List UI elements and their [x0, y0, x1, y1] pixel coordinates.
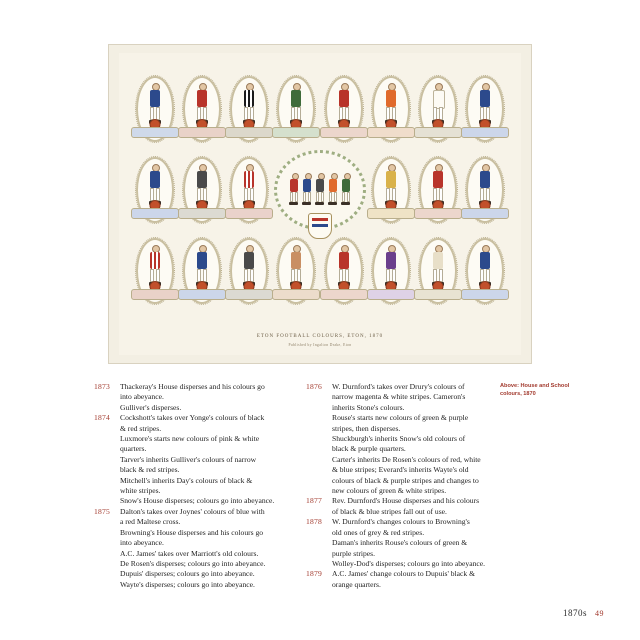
entry-line: Dupuis' disperses; colours go into abeyance. — [120, 569, 255, 579]
figure-cell — [415, 69, 462, 150]
entry-line: W. Durnford's changes colours to Browning's — [332, 517, 470, 527]
entry-line: Thackeray's House disperses and his colours go — [120, 382, 265, 391]
entry-year: 1874 — [94, 413, 110, 423]
figure-cell — [367, 230, 414, 311]
oval-frame — [466, 238, 504, 304]
entry-line: Carter's inherits De Rosen's colours of red, white — [332, 454, 481, 464]
oval-frame — [136, 238, 174, 304]
oval-frame — [325, 76, 363, 142]
entry-line: white stripes. — [120, 486, 161, 496]
entry-year: 1877 — [306, 496, 322, 506]
entry-line: into abeyance. — [120, 392, 164, 402]
oval-frame — [183, 157, 221, 223]
oval-frame — [325, 238, 363, 304]
figure-cell — [226, 230, 273, 311]
oval-frame — [372, 238, 410, 304]
oval-frame — [372, 76, 410, 142]
figure-cell — [131, 230, 178, 311]
figure-cell — [415, 150, 462, 231]
entry-line: a red Maltese cross. — [120, 517, 181, 527]
figure-cell — [226, 150, 273, 231]
oval-frame — [419, 157, 457, 223]
figure-cell — [131, 150, 178, 231]
column-right — [306, 382, 498, 590]
entry-line: Browning's House disperses and his colours go — [120, 527, 264, 537]
margin-caption: Above: House and School colours, 1870 — [500, 383, 570, 397]
figure-cell — [320, 230, 367, 311]
figure-cell — [273, 69, 320, 150]
oval-frame — [136, 76, 174, 142]
oval-frame — [466, 76, 504, 142]
page-footer — [563, 608, 604, 618]
oval-frame — [419, 76, 457, 142]
oval-frame — [136, 157, 174, 223]
entry-line: Wolley-Dod's disperses; colours go into abeyance. — [332, 558, 486, 568]
figure-cell — [415, 230, 462, 311]
figure-cell — [320, 69, 367, 150]
entry-line: A.C. James' change colours to Dupuis' black & — [332, 569, 475, 579]
entry-line: & red stripes. — [120, 423, 162, 433]
figure-cell — [273, 230, 320, 311]
oval-frame — [183, 76, 221, 142]
oval-frame — [183, 238, 221, 304]
chronology-entry — [306, 517, 498, 569]
entry-line: inherits Stone's colours. — [332, 402, 405, 412]
figure-cell — [131, 69, 178, 150]
entry-line: Rouse's starts new colours of green & purple — [332, 413, 469, 423]
chronology-entry — [306, 382, 498, 496]
oval-frame — [372, 157, 410, 223]
entry-line: Gulliver's disperses. — [120, 402, 182, 412]
chronology-entry — [306, 496, 498, 517]
entry-year: 1876 — [306, 382, 322, 391]
footer-section: 1870s — [562, 608, 587, 618]
entry-year: 1873 — [94, 382, 110, 391]
oval-frame — [466, 157, 504, 223]
entry-line: purple stripes. — [332, 548, 376, 558]
chronology-entry — [94, 413, 289, 507]
entry-line: stripes, then disperses. — [332, 423, 401, 433]
entry-line: into abeyance. — [120, 538, 164, 548]
entry-line: & blue stripes; Everard's inherits Wayte's old — [332, 465, 469, 475]
entry-line: old ones of grey & red stripes. — [332, 527, 425, 537]
plate-subcaption: Published by Ingalton Drake, Eton — [288, 343, 352, 347]
entry-line: Dalton's takes over Joynes' colours of blue with — [120, 506, 265, 516]
entry-year: 1879 — [306, 569, 322, 579]
chronology-entry — [94, 382, 289, 413]
figure-grid — [131, 69, 509, 311]
figure-cell — [367, 150, 414, 231]
column-left — [94, 382, 289, 590]
wreath — [274, 150, 366, 230]
team-group — [289, 173, 352, 207]
figure-cell — [367, 69, 414, 150]
figure-cell — [178, 230, 225, 311]
entry-line: Cockshott's takes over Yonge's colours of black — [120, 413, 265, 423]
entry-year: 1875 — [94, 506, 110, 516]
chronology-entry — [94, 507, 289, 590]
oval-frame — [230, 76, 268, 142]
entry-line: narrow magenta & white stripes. Cameron's — [332, 392, 466, 402]
oval-frame — [419, 238, 457, 304]
figure-cell — [462, 69, 509, 150]
entry-line: of black & blue stripes fall out of use. — [332, 506, 447, 516]
entry-line: new colours of green & white stripes. — [332, 486, 447, 496]
entry-line: colours of black & purple stripes and changes to — [332, 475, 479, 485]
plate-caption: ETON FOOTBALL COLOURS, ETON, 1870 — [256, 334, 384, 339]
figure-cell — [462, 230, 509, 311]
entry-year: 1878 — [306, 517, 322, 527]
entry-line: black & red stripes. — [120, 465, 180, 475]
entry-line: De Rosen's disperses; colours go into abeyance. — [120, 558, 266, 568]
figure-cell — [178, 150, 225, 231]
entry-line: Rev. Durnford's House disperses and his colours — [332, 496, 480, 506]
entry-line: Mitchell's inherits Day's colours of black & — [120, 475, 253, 485]
plate-inner-border — [119, 53, 521, 355]
entry-line: Daman's inherits Rouse's colours of green & — [332, 538, 468, 548]
figure-cell — [178, 69, 225, 150]
oval-frame — [277, 238, 315, 304]
entry-line: Shuckburgh's inherits Snow's old colours of — [332, 434, 466, 444]
oval-frame — [230, 157, 268, 223]
centre-wreath-emblem — [273, 150, 368, 231]
entry-line: orange quarters. — [332, 579, 381, 589]
page-number: 49 — [595, 609, 604, 618]
entry-line: Tarver's inherits Gulliver's colours of narrow — [120, 454, 257, 464]
oval-frame — [230, 238, 268, 304]
entry-line: A.C. James' takes over Marriott's old colours. — [120, 548, 259, 558]
illustration-plate — [108, 44, 532, 364]
entry-line: W. Durnford's takes over Drury's colours of — [332, 382, 465, 391]
entry-line: Wayte's disperses; colours go into abeyance. — [120, 579, 255, 589]
figure-cell — [462, 150, 509, 231]
oval-frame — [277, 76, 315, 142]
chronology-entry — [306, 569, 498, 590]
figure-cell — [226, 69, 273, 150]
entry-line: Snow's House disperses; colours go into abeyance. — [120, 496, 275, 506]
entry-line: Luxmore's starts new colours of pink & white — [120, 434, 260, 444]
entry-line: black & purple quarters. — [332, 444, 406, 454]
entry-line: quarters. — [120, 444, 147, 454]
